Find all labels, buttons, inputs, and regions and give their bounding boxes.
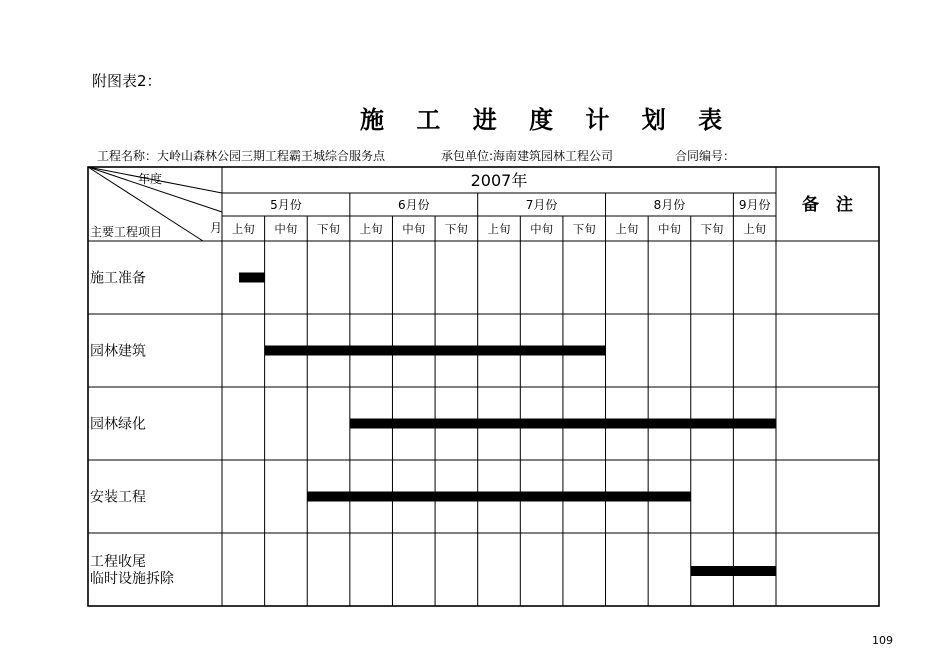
gantt-bar [350, 419, 776, 429]
period-label: 上旬 [615, 222, 639, 236]
period-label: 下旬 [700, 222, 724, 236]
task-name: 临时设施拆除 [90, 571, 174, 587]
task-name: 工程收尾 [90, 554, 146, 570]
corner-year-label: 年度 [137, 172, 163, 186]
month-label: 8月份 [653, 198, 686, 212]
month-label: 5月份 [270, 198, 302, 212]
month-label: 6月份 [397, 198, 430, 212]
period-label: 上旬 [359, 222, 383, 236]
period-label: 下旬 [572, 222, 596, 236]
gantt-bar [265, 346, 606, 356]
month-label: 9月份 [738, 198, 771, 212]
appendix-label: 附图表2： [92, 72, 162, 90]
period-label: 上旬 [487, 222, 511, 236]
page-number: 109 [872, 634, 893, 647]
period-label: 中旬 [274, 222, 298, 236]
gantt-bar [239, 273, 265, 283]
period-label: 下旬 [444, 222, 468, 236]
corner-items-label: 主要工程项目 [90, 225, 163, 239]
period-label: 中旬 [657, 222, 681, 236]
task-name: 园林建筑 [90, 343, 146, 360]
project-name: 工程名称：大岭山森林公园三期工程霸王城综合服务点 [97, 149, 386, 163]
task-name: 园林绿化 [90, 416, 146, 433]
gantt-bar [691, 566, 776, 576]
period-label: 上旬 [743, 222, 767, 236]
year-header: 2007年 [470, 171, 528, 190]
task-name: 施工准备 [90, 270, 146, 287]
corner-month-label: 月 [209, 221, 223, 235]
contractor: 承包单位:海南建筑园林工程公司 [441, 149, 614, 163]
gantt-bar [307, 492, 691, 502]
remarks-header: 备 注 [802, 195, 853, 215]
period-label: 下旬 [317, 222, 341, 236]
period-label: 中旬 [530, 222, 554, 236]
period-label: 中旬 [402, 222, 426, 236]
month-label: 7月份 [525, 198, 558, 212]
task-name: 安装工程 [90, 489, 146, 506]
contract-number: 合同编号： [675, 149, 736, 163]
page-title: 施 工 进 度 计 划 表 [360, 105, 735, 134]
period-label: 上旬 [231, 222, 255, 236]
